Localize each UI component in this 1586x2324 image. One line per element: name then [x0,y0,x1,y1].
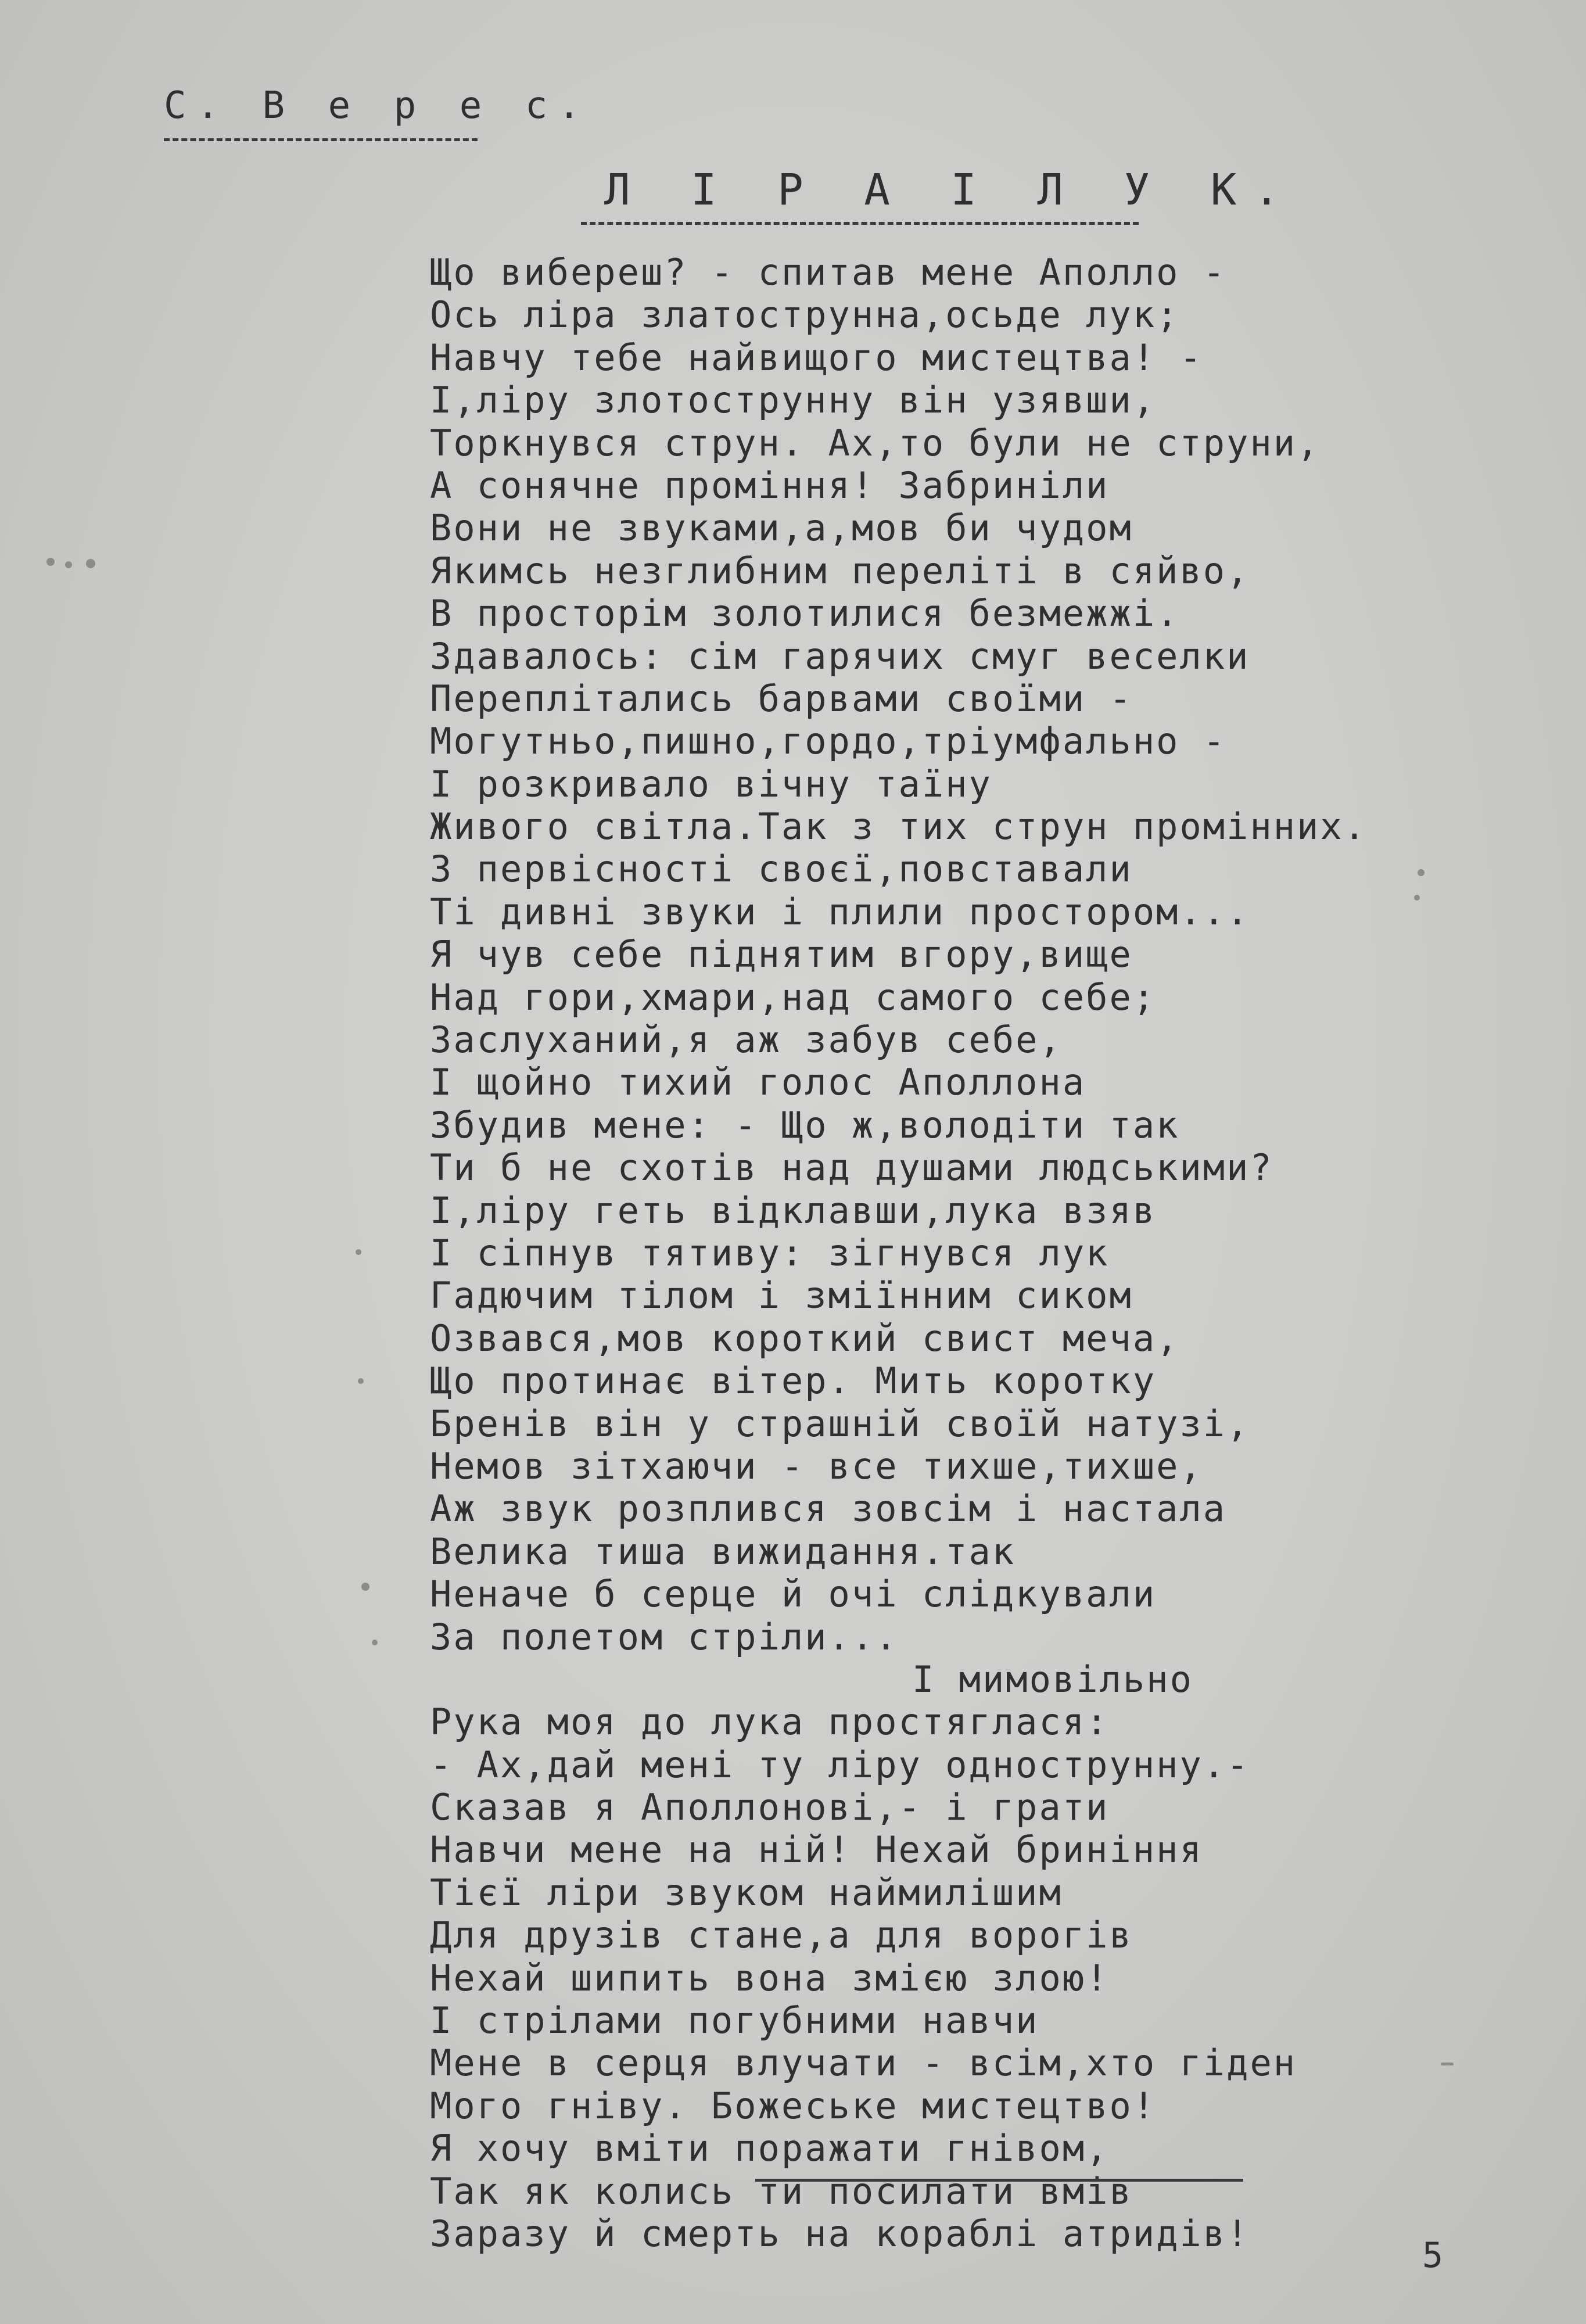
poem-line: Ось ліра златострунна,осьде лук; [430,293,1180,336]
poem-line: Тієї ліри звуком наймилішим [430,1871,1063,1914]
author-underline [164,138,478,141]
poem-line: Озвався,мов короткий свист меча, [430,1317,1180,1360]
poem-line: Аж звук розплився зовсім і настала [430,1487,1227,1530]
poem-line: І сіпнув тятиву: зігнувся лук [430,1231,1110,1274]
poem-line: З первісності своєї,повставали [430,848,1133,891]
poem-line: І щойно тихий голос Аполлона [430,1061,1086,1104]
poem-line: Живого світла.Так з тих струн промінних. [430,805,1368,848]
poem-line: Заразу й смерть на кораблі атридів! [430,2212,1250,2255]
poem-line: Переплітались барвами своїми - [430,677,1133,720]
poem-line: Мого гніву. Божеське мистецтво! [430,2084,1157,2127]
poem-line-indented: І мимовільно [912,1658,1193,1701]
poem-line: Гадючим тілом і зміїнним сиком [430,1274,1133,1317]
poem-line: Немов зітхаючи - все тихше,тихше, [430,1444,1203,1487]
poem-line: Ти б не схотів над душами людськими? [430,1146,1273,1189]
poem-line: Що протинає вітер. Мить коротку [430,1360,1157,1403]
poem-line: Сказав я Аполлонові,- і грати [430,1786,1110,1829]
page-number: 5 [1422,2235,1444,2276]
poem-line: Що вибереш? - спитав мене Аполло - [430,251,1227,293]
poem-line: Я чув себе піднятим вгору,вище [430,933,1133,976]
poem-title: Л І Р А І Л У К. [604,165,1297,215]
poem-line: Нехай шипить вона змією злою! [430,1956,1110,1999]
poem-line: За полетом стріли... [430,1615,899,1658]
poem-line: Я хочу вміти поражати гнівом, [430,2127,1110,2170]
poem-line: Неначе б серце й очі слідкували [430,1573,1157,1616]
author-name: С. В е р е с. [164,84,591,127]
poem-line: Мене в серця влучати - всім,хто гіден [430,2042,1297,2085]
poem-line: Рука моя до лука простяглася: [430,1701,1110,1744]
poem-line: Здавалось: сім гарячих смуг веселки [430,634,1250,677]
title-underline [581,222,1139,225]
poem-line: А сонячне проміння! Забриніли [430,464,1110,507]
poem-line: Ті дивні звуки і плили простором... [430,890,1250,933]
poem-line: Над гори,хмари,над самого себе; [430,975,1157,1018]
poem-line: Навчи мене на ній! Нехай бриніння [430,1828,1203,1871]
poem-line: Велика тиша вижидання.так [430,1530,1016,1573]
poem-line: Збудив мене: - Що ж,володіти так [430,1103,1180,1146]
poem-line: - Ах,дай мені ту ліру однострунну.- [430,1743,1250,1786]
poem-line: І стрілами погубними навчи [430,1999,1039,2042]
poem-body [430,251,1545,2255]
poem-line: Бренів він у страшній своїй натузі, [430,1402,1250,1445]
poem-line: Вони не звуками,а,мов би чудом [430,507,1133,550]
poem-line: Так як колись ти посилати вмів [430,2169,1133,2212]
poem-line: Заслуханий,я аж забув себе, [430,1018,1063,1061]
poem-line: Для друзів стане,а для ворогів [430,1914,1133,1957]
poem-line: Якимсь незглибним переліті в сяйво, [430,549,1250,592]
poem-line: І,ліру злотострунну він узявши, [430,379,1157,422]
poem-line: Торкнувся струн. Ах,то були не струни, [430,421,1321,464]
poem-line: І розкривало вічну таїну [430,762,992,805]
strikethrough-mark [755,2179,1243,2182]
poem-line: Навчу тебе найвищого мистецтва! - [430,336,1203,379]
poem-line: В просторім золотилися безмежжі. [430,592,1180,635]
poem-line: І,ліру геть відклавши,лука взяв [430,1189,1157,1232]
poem-line: Могутньо,пишно,гордо,тріумфально - [430,720,1227,763]
